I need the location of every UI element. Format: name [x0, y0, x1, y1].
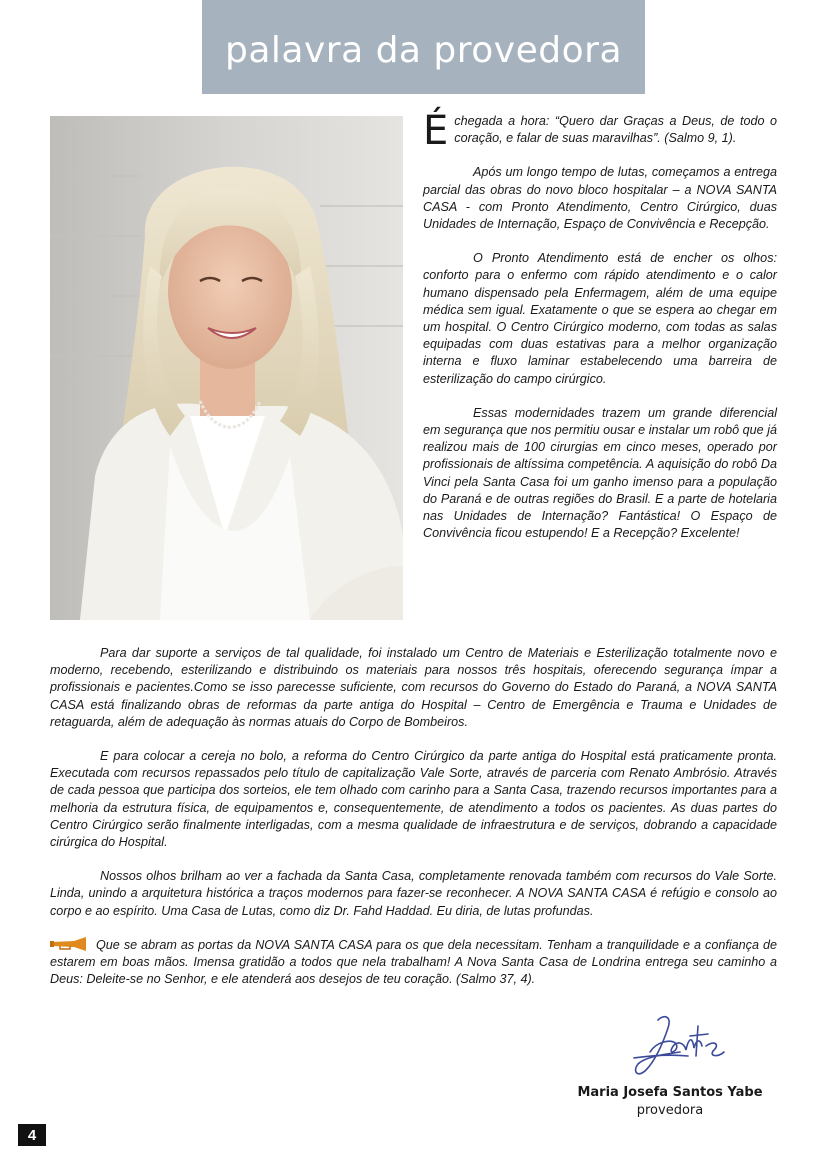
signer-name: Maria Josefa Santos Yabe	[577, 1085, 763, 1100]
body-paragraph: Para dar suporte a serviços de tal qualidade, foi instalado um Centro de Materiais e Esterilização totalmente novo e moderno, recebendo, esterilizando e distribuindo os materiais para nossos três hospitais, oferecendo segurança ímpar a profissionais e pacientes.Como se isso parecesse suficiente, com recursos do Governo do Estado do Paraná, a NOVA SANTA CASA está finalizando obras de reformas da parte antiga do Hospital – Centro de Emergência e Trauma e Unidades de retaguarda, além de adequação às normas atuais do Corpo de Bombeiros.	[50, 646, 777, 729]
body-paragraph: Nossos olhos brilham ao ver a fachada da Santa Casa, completamente renovada também com recursos do Vale Sorte. Linda, unindo a arquitetura histórica a traços modernos para fazer-se reconhecer. A NOVA SANTA CASA é refúgio e consolo ao corpo e ao espírito. Uma Casa de Lutas, como diz Dr. Fahd Haddad. Eu diria, de lutas profundas.	[50, 869, 777, 918]
portrait-illustration	[50, 116, 403, 620]
drop-cap: É	[423, 108, 449, 154]
closing-text: Que se abram as portas da NOVA SANTA CASA para os que dela necessitam. Tenham a tranquilidade e a confiança de estarem em boas mãos. Imensa gratidão a todos que nela trabalham! A Nova Santa Casa de Londrina entrega seu caminho a Deus: Deleite-se no Senhor, e ele atenderá aos desejos de teu coração. (Salmo 37, 4).	[50, 937, 777, 987]
portrait-photo	[50, 116, 403, 620]
intro-column	[423, 108, 777, 559]
intro-first-text: chegada a hora: “Quero dar Graças a Deus, de todo o coração, e falar de suas maravilhas”. (Salmo 9, 1).	[454, 114, 777, 146]
body-paragraph: E para colocar a cereja no bolo, a reforma do Centro Cirúrgico da parte antiga do Hospital está praticamente pronta. Executada com recursos repassados pelo título de capitalização Vale Sorte, através de parceria com Renato Ambrósio. Através de cada pessoa que participa dos sorteios, ele tem olhado com carinho para a Santa Casa, trazendo recursos importantes para a melhoria da estrutura física, de equipamentos e, consequentemente, de atendimento a todos os pacientes. As duas partes do Centro Cirúrgico serão finalmente interligadas, com a mesma qualidade de infraestrutura e de serviços, dobrando a capacidade cirúrgica do Hospital.	[50, 749, 777, 850]
intro-paragraph: Essas modernidades trazem um grande diferencial em segurança que nos permitiu ousar e instalar um robô que já realizou mais de 100 cirurgias em cinco meses, operado por profissionais de altíssima competência. A aquisição do robô Da Vinci pela Santa Casa foi um ganho imenso para a população do Paraná e de outras regiões do Brasil. E a parte de hotelaria nas Unidades de Internação? Fantástica! O Espaço de Convivência ficou estupendo! E a Recepção? Excelente!	[423, 405, 777, 541]
header-band	[202, 0, 645, 94]
signer-role: provedora	[636, 1103, 704, 1118]
closing-paragraph	[50, 937, 777, 989]
intro-paragraph: Após um longo tempo de lutas, começamos a entrega parcial das obras do novo bloco hospitalar – a NOVA SANTA CASA - com Pronto Atendimento, Centro Cirúrgico, duas Unidades de Internação, Espaço de Convivência e Recepção.	[423, 165, 777, 232]
body-text	[50, 645, 777, 1005]
trumpet-icon	[50, 937, 90, 951]
handwritten-signature	[628, 1012, 728, 1082]
page-title: palavra da provedora	[224, 29, 623, 71]
intro-paragraph: O Pronto Atendimento está de encher os olhos: conforto para o enfermo com rápido atendimento e o calor humano dispensado pela Enfermagem, além de uma equipe médica sem igual. Exatamente o que se espera ao chegar em um hospital. O Centro Cirúrgico moderno, com todas as salas equipadas com duas estativas para a melhor organização interna e fluxo laminar estabelecendo uma barreira de esterilização do campo cirúrgico.	[423, 251, 777, 386]
page-number: 4	[18, 1124, 46, 1146]
intro-first-paragraph	[423, 108, 777, 154]
